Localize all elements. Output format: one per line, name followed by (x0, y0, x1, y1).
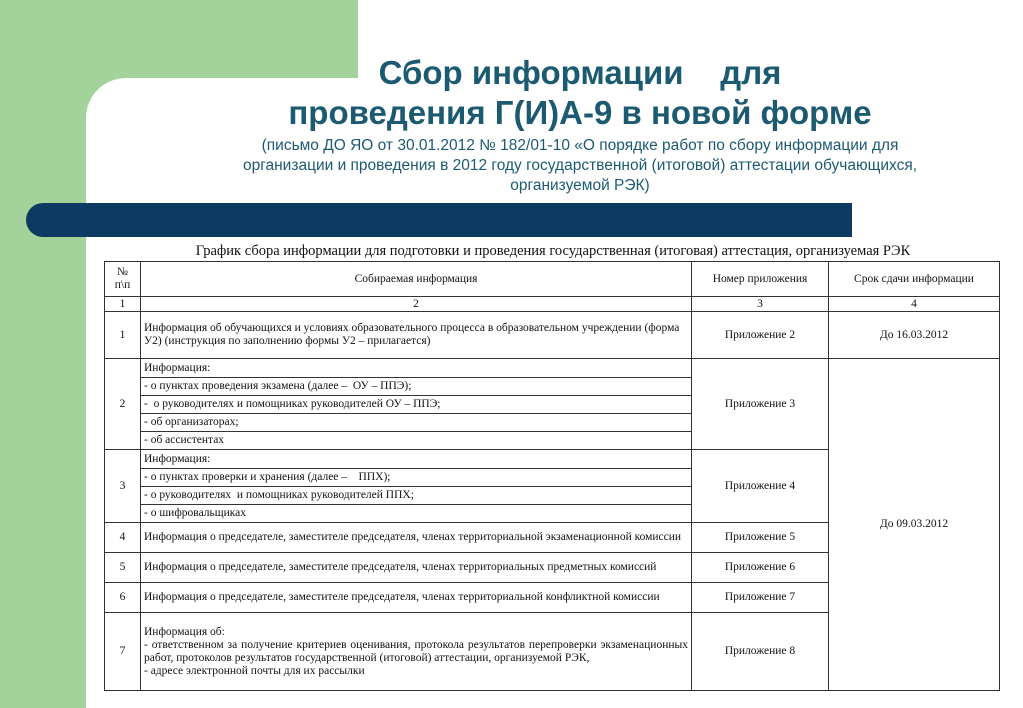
row-info-line: Информация: (141, 359, 692, 378)
row-info: Информация о председателе, заместителе председателя, членах территориальной конфликтной комиссии (141, 583, 692, 613)
column-number-row (105, 297, 1000, 312)
row-info-head: Информация об: (144, 625, 225, 638)
row-info-body: - ответственном за получение критериев оценивания, протокола результатов перепроверки экзаменационных работ, протоколов результатов государственной (итоговой) аттестации, организуемой РЭК, (144, 638, 688, 664)
row-info-block (141, 613, 692, 691)
row-appendix: Приложение 4 (692, 450, 829, 523)
row-info-tail: - адресе электронной почты для их рассылки (144, 664, 365, 677)
row-info-line: - о шифровальщиках (141, 505, 692, 523)
accent-bar (26, 203, 852, 237)
row-info-line: - о руководителях и помощниках руководителей ППХ; (141, 487, 692, 505)
subtitle-line1: (письмо ДО ЯО от 30.01.2012 № 182/01-10 «О порядке работ по сбору информации для (261, 137, 899, 154)
table-header-row (105, 262, 1000, 297)
row-num: 2 (105, 359, 141, 450)
row-appendix: Приложение 8 (692, 613, 829, 691)
schedule-table (104, 261, 1000, 691)
slide-title-line1: Сбор информации для (378, 54, 782, 91)
row-appendix: Приложение 6 (692, 553, 829, 583)
slide-title-line2: проведения Г(И)А-9 в новой форме (288, 94, 872, 131)
row-num: 1 (105, 312, 141, 359)
row-info-line: - о руководителях и помощниках руководителей ОУ – ППЭ; (141, 396, 692, 414)
row-num: 5 (105, 553, 141, 583)
colnum-3: 3 (692, 297, 829, 312)
subtitle-line3: организуемой РЭК) (510, 177, 650, 194)
row-appendix: Приложение 2 (692, 312, 829, 359)
row-num: 3 (105, 450, 141, 523)
slide-subtitle (160, 136, 1000, 196)
row-num: 7 (105, 613, 141, 691)
header-deadline: Срок сдачи информации (829, 262, 1000, 297)
row-info: Информация о председателе, заместителе председателя, членах территориальных предметных комиссий (141, 553, 692, 583)
table-row (105, 312, 1000, 359)
row-appendix: Приложение 5 (692, 523, 829, 553)
row-info-line: - о пунктах проведения экзамена (далее – ОУ – ППЭ); (141, 378, 692, 396)
row-appendix: Приложение 3 (692, 359, 829, 450)
row-info: Информация о председателе, заместителе председателя, членах территориальной экзаменационной комиссии (141, 523, 692, 553)
row-info-line: - о пунктах проверки и хранения (далее – ППХ); (141, 469, 692, 487)
row-info: Информация об обучающихся и условиях образовательного процесса в образовательном учреждении (форма У2) (инструкция по заполнению формы У2 – прилагается) (141, 312, 692, 359)
colnum-4: 4 (829, 297, 1000, 312)
row-info-line: - об организаторах; (141, 414, 692, 432)
row-deadline: До 16.03.2012 (829, 312, 1000, 359)
row-info-line: Информация: (141, 450, 692, 469)
header-appendix: Номер приложения (692, 262, 829, 297)
row-info-line: - об ассистентах (141, 432, 692, 450)
row-num: 6 (105, 583, 141, 613)
colnum-2: 2 (141, 297, 692, 312)
colnum-1: 1 (105, 297, 141, 312)
table-row (105, 359, 1000, 378)
header-info: Собираемая информация (141, 262, 692, 297)
subtitle-line2: организации и проведения в 2012 году государственной (итоговой) аттестации обучающихся, (242, 157, 918, 174)
header-num: № п\п (105, 262, 141, 297)
shared-deadline: До 09.03.2012 (829, 359, 1000, 691)
row-num: 4 (105, 523, 141, 553)
row-appendix: Приложение 7 (692, 583, 829, 613)
table-caption: График сбора информации для подготовки и проведения государственная (итоговая) аттестация, организуемая РЭК (195, 243, 911, 259)
